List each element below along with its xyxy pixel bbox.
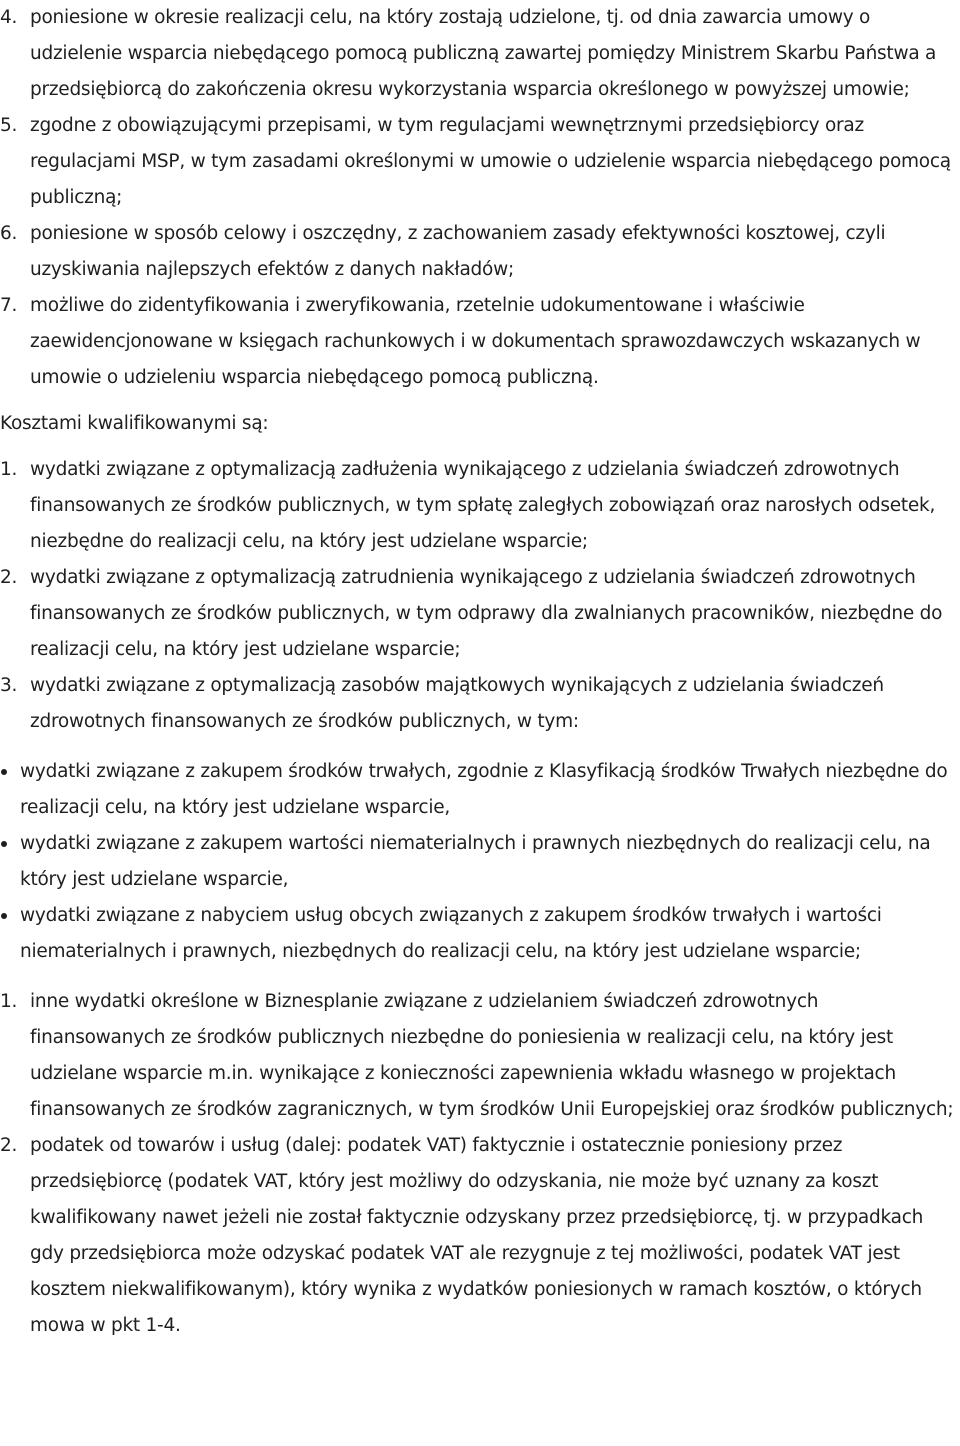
list-item-text: zgodne z obowiązującymi przepisami, w tym regulacjami wewnętrznymi przedsiębiorcy oraz regulacjami MSP, w tym zasadami określonymi w umowie o udzielenie wsparcia niebędącego pomocą publiczną; (30, 115, 951, 208)
bullet-item (0, 898, 956, 970)
list-item (0, 452, 956, 560)
section-heading: Kosztami kwalifikowanymi są: (0, 413, 269, 434)
other-costs-list (0, 984, 956, 1344)
list-item-text: wydatki związane z optymalizacją zadłużenia wynikającego z udzielania świadczeń zdrowotnych finansowanych ze środków publicznych, w tym spłatę zaległych zobowiązań oraz narosłych odsetek, niezbędne do realizacji celu, na który jest udzielane wsparcie; (30, 459, 936, 552)
list-item (0, 108, 956, 216)
bullet-item-text: wydatki związane z nabyciem usług obcych związanych z zakupem środków trwałych i wartości niematerialnych i prawnych, niezbędnych do realizacji celu, na który jest udzielane wsparcie; (20, 905, 882, 962)
list-item (0, 560, 956, 668)
list-item (0, 668, 956, 740)
list-item (0, 216, 956, 288)
list-number: 7. (0, 295, 18, 316)
eligible-costs-list (0, 452, 956, 740)
list-item-text: poniesione w okresie realizacji celu, na który zostają udzielone, tj. od dnia zawarcia umowy o udzielenie wsparcia niebędącego pomocą publiczną zawartej pomiędzy Ministrem Skarbu Państwa a przedsiębiorcą do zakończenia okresu wykorzystania wsparcia określonego w powyższej umowie; (30, 7, 937, 100)
list-item-text: poniesione w sposób celowy i oszczędny, z zachowaniem zasady efektywności kosztowej, czyli uzyskiwania najlepszych efektów z danych nakładów; (30, 223, 886, 280)
list-number: 5. (0, 115, 18, 136)
bullet-item (0, 826, 956, 898)
bullet-icon (1, 769, 7, 775)
bullet-item-text: wydatki związane z zakupem środków trwałych, zgodnie z Klasyfikacją środków Trwałych niezbędne do realizacji celu, na który jest udzielane wsparcie, (20, 761, 948, 818)
list-item (0, 0, 956, 108)
bullet-icon (1, 913, 7, 919)
list-number: 1. (0, 459, 18, 480)
list-item-text: wydatki związane z optymalizacją zatrudnienia wynikającego z udzielania świadczeń zdrowotnych finansowanych ze środków publicznych, w tym odprawy dla zwalnianych pracowników, niezbędne do realizacji celu, na który jest udzielane wsparcie; (30, 567, 943, 660)
list-item-text: wydatki związane z optymalizacją zasobów majątkowych wynikających z udzielania świadczeń zdrowotnych finansowanych ze środków publicznych, w tym: (30, 675, 884, 732)
list-number: 6. (0, 223, 18, 244)
list-number: 3. (0, 675, 18, 696)
list-item (0, 1128, 956, 1344)
list-number: 4. (0, 7, 18, 28)
asset-costs-bullet-list (0, 754, 956, 970)
list-item (0, 288, 956, 396)
list-item-text: inne wydatki określone w Biznesplanie związane z udzielaniem świadczeń zdrowotnych finansowanych ze środków publicznych niezbędne do poniesienia w realizacji celu, na który jest udzielane wsparcie m.in. wynikające z konieczności zapewnienia wkładu własnego w projektach finansowanych ze środków zagranicznych, w tym środków Unii Europejskiej oraz środków publicznych; (30, 991, 954, 1120)
list-item-text: podatek od towarów i usług (dalej: podatek VAT) faktycznie i ostatecznie poniesiony przez przedsiębiorcę (podatek VAT, który jest możliwy do odzyskania, nie może być uznany za koszt kwalifikowany nawet jeżeli nie został faktycznie odzyskany przez przedsiębiorcę, tj. w przypadkach gdy przedsiębiorca może odzyskać podatek VAT ale rezygnuje z tej możliwości, podatek VAT jest kosztem niekwalifikowanym), który wynika z wydatków poniesionych w ramach kosztów, o których mowa w pkt 1-4. (30, 1135, 924, 1336)
list-item (0, 984, 956, 1128)
bullet-item (0, 754, 956, 826)
list-item-text: możliwe do zidentyfikowania i zweryfikowania, rzetelnie udokumentowane i właściwie zaewidencjonowane w księgach rachunkowych i w dokumentach sprawozdawczych wskazanych w umowie o udzieleniu wsparcia niebędącego pomocą publiczną. (30, 295, 921, 388)
list-number: 2. (0, 567, 18, 588)
list-number: 2. (0, 1135, 18, 1156)
bullet-item-text: wydatki związane z zakupem wartości niematerialnych i prawnych niezbędnych do realizacji celu, na który jest udzielane wsparcie, (20, 833, 931, 890)
bullet-icon (1, 841, 7, 847)
criteria-list (0, 0, 956, 396)
list-number: 1. (0, 991, 18, 1012)
